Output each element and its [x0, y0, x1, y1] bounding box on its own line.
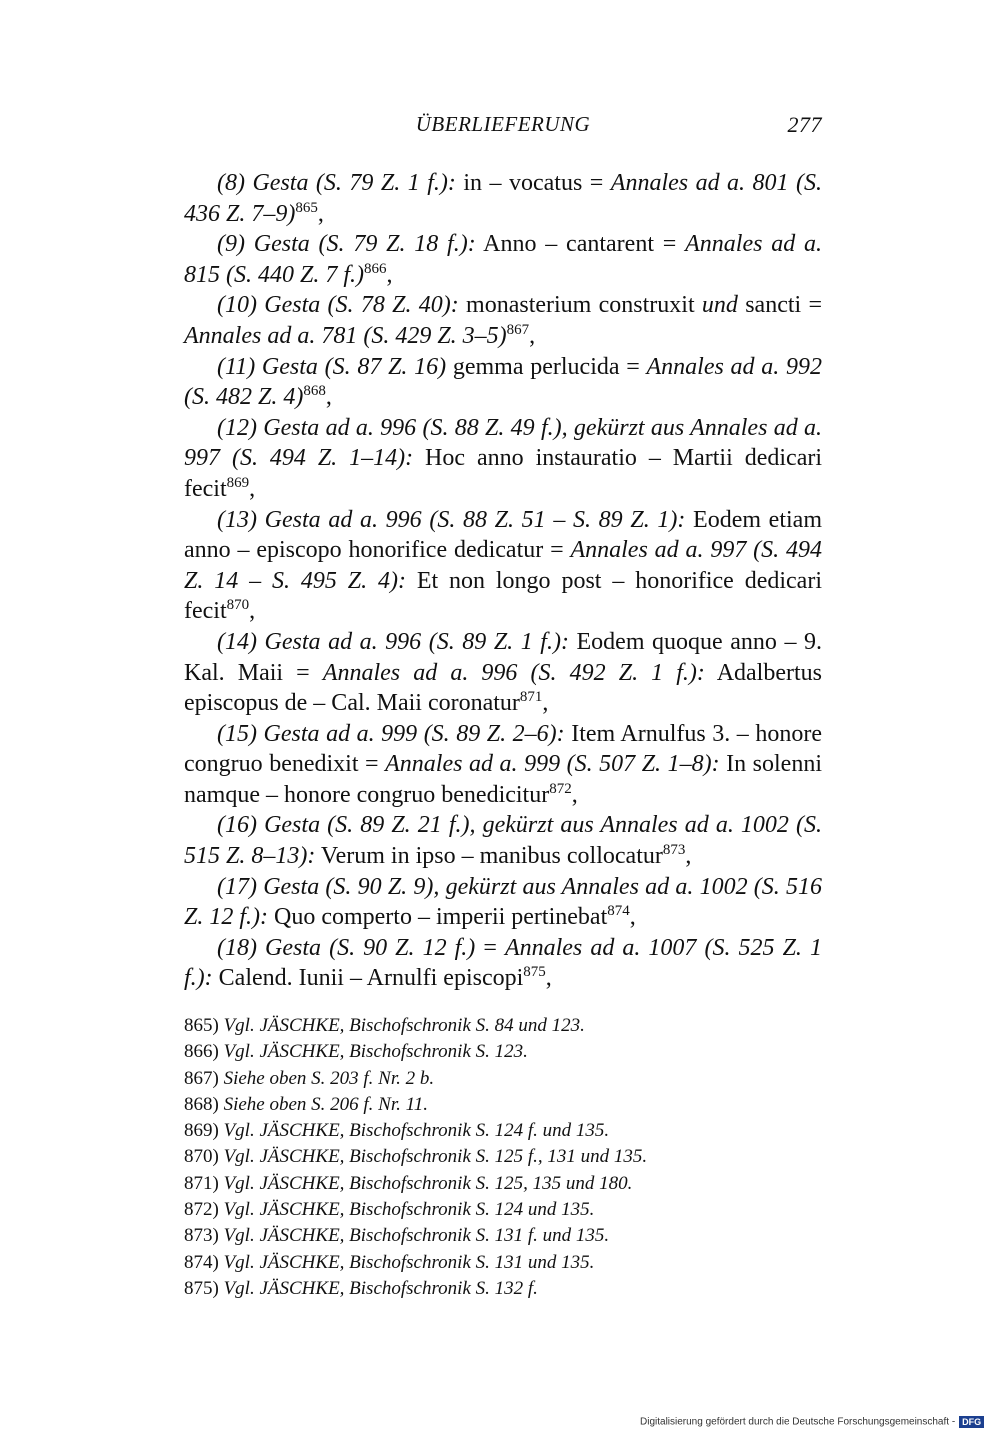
running-title: ÜBERLIEFERUNG	[415, 112, 591, 136]
footnote	[184, 1013, 822, 1039]
quoted-text: ,	[685, 843, 692, 870]
footnote	[184, 1066, 822, 1092]
paragraph-p16	[184, 810, 822, 871]
digitization-credit	[640, 1416, 984, 1428]
quoted-text: In solenni namque – honore congruo benedicitur	[184, 751, 822, 808]
footnote-text: Vgl. JÄSCHKE, Bischofschronik S. 131 f. und 135.	[223, 1225, 610, 1247]
footnote-text: Vgl. JÄSCHKE, Bischofschronik S. 131 und 135.	[223, 1251, 595, 1273]
quoted-text: gemma perlucida =	[446, 353, 647, 380]
footnote	[184, 1118, 822, 1144]
quoted-text: ,	[529, 322, 536, 349]
quoted-text: ,	[545, 965, 552, 992]
footnote-number: 872)	[184, 1199, 219, 1221]
citation-text: (11) Gesta (S. 87 Z. 16)	[217, 353, 447, 380]
footnote-ref: 866	[364, 260, 387, 277]
citation-text: (12) Gesta ad a. 996 (S. 88 Z. 49 f.), gekürzt aus Annales ad a. 997 (S. 494 Z. 1–14):	[184, 414, 822, 472]
footnote	[184, 1039, 822, 1065]
footnote-number: 874)	[184, 1251, 219, 1273]
quoted-text: Eodem quoque anno – 9. Kal. Maii =	[184, 628, 823, 686]
citation-text: Annales ad a. 815 (S. 440 Z. 7 f.)	[184, 231, 823, 288]
footnote-ref: 865	[295, 199, 318, 216]
footnote-number: 873)	[184, 1225, 219, 1247]
quoted-text: Adalbertus episcopus de – Cal. Maii coronatur	[184, 659, 823, 717]
footnote-text: Vgl. JÄSCHKE, Bischofschronik S. 123.	[223, 1041, 528, 1063]
paragraph-p18	[184, 933, 822, 994]
footnote-ref: 868	[303, 383, 326, 400]
footnote-text: Vgl. JÄSCHKE, Bischofschronik S. 125, 135 und 180.	[223, 1172, 633, 1194]
quoted-text: monasterium construxit	[458, 292, 702, 319]
paragraph-p9	[184, 229, 822, 290]
quoted-text: Verum in ipso – manibus collocatur	[315, 843, 663, 870]
footnote-number: 871)	[184, 1172, 219, 1194]
footnote-text: Vgl. JÄSCHKE, Bischofschronik S. 124 und 135.	[223, 1199, 595, 1221]
footnote-ref: 867	[506, 321, 530, 338]
footnote-ref: 875	[523, 964, 546, 981]
citation-text: und	[701, 292, 738, 319]
citation-text: (16) Gesta (S. 89 Z. 21 f.), gekürzt aus Annales ad a. 1002 (S. 515 Z. 8–13):	[184, 812, 822, 870]
footnote-number: 865)	[184, 1015, 219, 1036]
quoted-text: =	[475, 934, 505, 961]
footnote-number: 870)	[184, 1146, 219, 1168]
footnote	[184, 1276, 822, 1302]
quoted-text: in – vocatus =	[455, 170, 611, 196]
quoted-text: ,	[571, 781, 578, 808]
quoted-text: Eodem etiam anno – episcopo honorifice dedicatur =	[184, 506, 822, 564]
citation-text: Annales ad a. 992 (S. 482 Z. 4)	[184, 353, 822, 411]
citation-text: (17) Gesta (S. 90 Z. 9), gekürzt aus Annales ad a. 1002 (S. 516 Z. 12 f.):	[184, 873, 822, 931]
paragraph-p15	[184, 719, 822, 811]
quoted-text: Calend. Iunii – Arnulfi episcopi	[212, 965, 524, 992]
citation-text: Annales ad a. 999 (S. 507 Z. 1–8):	[385, 751, 720, 778]
quoted-text: Hoc anno instauratio – Martii dedicari fecit	[184, 445, 822, 502]
quoted-text: ,	[249, 475, 256, 502]
footnote	[184, 1144, 822, 1170]
quoted-text: Anno – cantarent =	[475, 231, 686, 258]
footnote-number: 867)	[184, 1067, 219, 1089]
citation-text: (13) Gesta ad a. 996 (S. 88 Z. 51 – S. 89 Z. 1):	[217, 506, 686, 533]
citation-text: Annales ad a. 996 (S. 492 Z. 1 f.):	[322, 659, 705, 686]
citation-text: Annales ad a. 997 (S. 494 Z. 14 – S. 495 Z. 4):	[184, 537, 822, 594]
footnote-ref: 871	[519, 689, 543, 706]
paragraph-p13	[184, 505, 822, 627]
footnotes	[184, 1013, 822, 1302]
footnote-number: 868)	[184, 1093, 219, 1115]
citation-text: Annales ad a. 1007 (S. 525 Z. 1 f.):	[184, 934, 822, 992]
paragraph-p12	[184, 413, 822, 505]
footnote-number: 875)	[184, 1277, 219, 1299]
paragraph-p14	[184, 627, 822, 719]
dfg-logo: DFG	[959, 1416, 984, 1428]
footnote-ref: 872	[549, 780, 572, 797]
quoted-text: ,	[317, 200, 324, 227]
paragraph-p17	[184, 872, 822, 933]
footnote-text: Vgl. JÄSCHKE, Bischofschronik S. 132 f.	[223, 1277, 538, 1299]
quoted-text: ,	[386, 261, 393, 288]
quoted-text: Quo comperto – imperii pertinebat	[268, 904, 608, 931]
paragraph-p11	[184, 352, 822, 413]
quoted-text: ,	[249, 598, 256, 625]
citation-text: (9) Gesta (S. 79 Z. 18 f.):	[217, 231, 476, 258]
footnote	[184, 1092, 822, 1118]
citation-text: (8) Gesta (S. 79 Z. 1 f.):	[217, 170, 456, 196]
quoted-text: sancti =	[737, 292, 823, 319]
citation-text: Annales ad a. 781 (S. 429 Z. 3–5)	[184, 322, 507, 349]
footnote	[184, 1223, 822, 1249]
quoted-text: ,	[542, 690, 549, 717]
footnote-ref: 869	[226, 474, 250, 491]
citation-text: (15) Gesta ad a. 999 (S. 89 Z. 2–6):	[217, 720, 565, 747]
footnote-text: Siehe oben S. 206 f. Nr. 11.	[223, 1093, 428, 1115]
paragraph-p8	[184, 168, 822, 229]
quoted-text: Et non longo post – honorifice dedicari fecit	[184, 567, 822, 625]
footnote-number: 869)	[184, 1120, 219, 1142]
page-number: 277	[787, 112, 822, 137]
footnote	[184, 1171, 822, 1197]
footnote	[184, 1197, 822, 1223]
footnote	[184, 1250, 822, 1276]
citation-text: (10) Gesta (S. 78 Z. 40):	[217, 292, 459, 319]
footnote-text: Vgl. JÄSCHKE, Bischofschronik S. 84 und 123.	[223, 1015, 585, 1036]
footnote-text: Vgl. JÄSCHKE, Bischofschronik S. 124 f. und 135.	[223, 1120, 610, 1142]
footnote-ref: 870	[226, 597, 250, 614]
footnote-number: 866)	[184, 1041, 219, 1063]
quoted-text: Item Arnulfus 3. – honore congruo benedixit =	[184, 720, 822, 778]
paragraph-p10	[184, 290, 822, 351]
running-head	[184, 112, 822, 146]
citation-text: (14) Gesta ad a. 996 (S. 89 Z. 1 f.):	[217, 628, 569, 655]
quoted-text: ,	[629, 904, 636, 931]
quoted-text: ,	[325, 384, 332, 411]
footnote-text: Vgl. JÄSCHKE, Bischofschronik S. 125 f., 131 und 135.	[223, 1146, 648, 1168]
footnote-ref: 874	[607, 903, 630, 920]
body-text	[184, 168, 822, 994]
citation-text: Annales ad a. 801 (S. 436 Z. 7–9)	[184, 170, 823, 227]
credit-text: Digitalisierung gefördert durch die Deutsche Forschungsgemeinschaft -	[640, 1416, 956, 1428]
citation-text: (18) Gesta (S. 90 Z. 12 f.)	[217, 934, 476, 961]
footnote-text: Siehe oben S. 203 f. Nr. 2 b.	[223, 1067, 435, 1089]
footnote-ref: 873	[662, 842, 686, 859]
